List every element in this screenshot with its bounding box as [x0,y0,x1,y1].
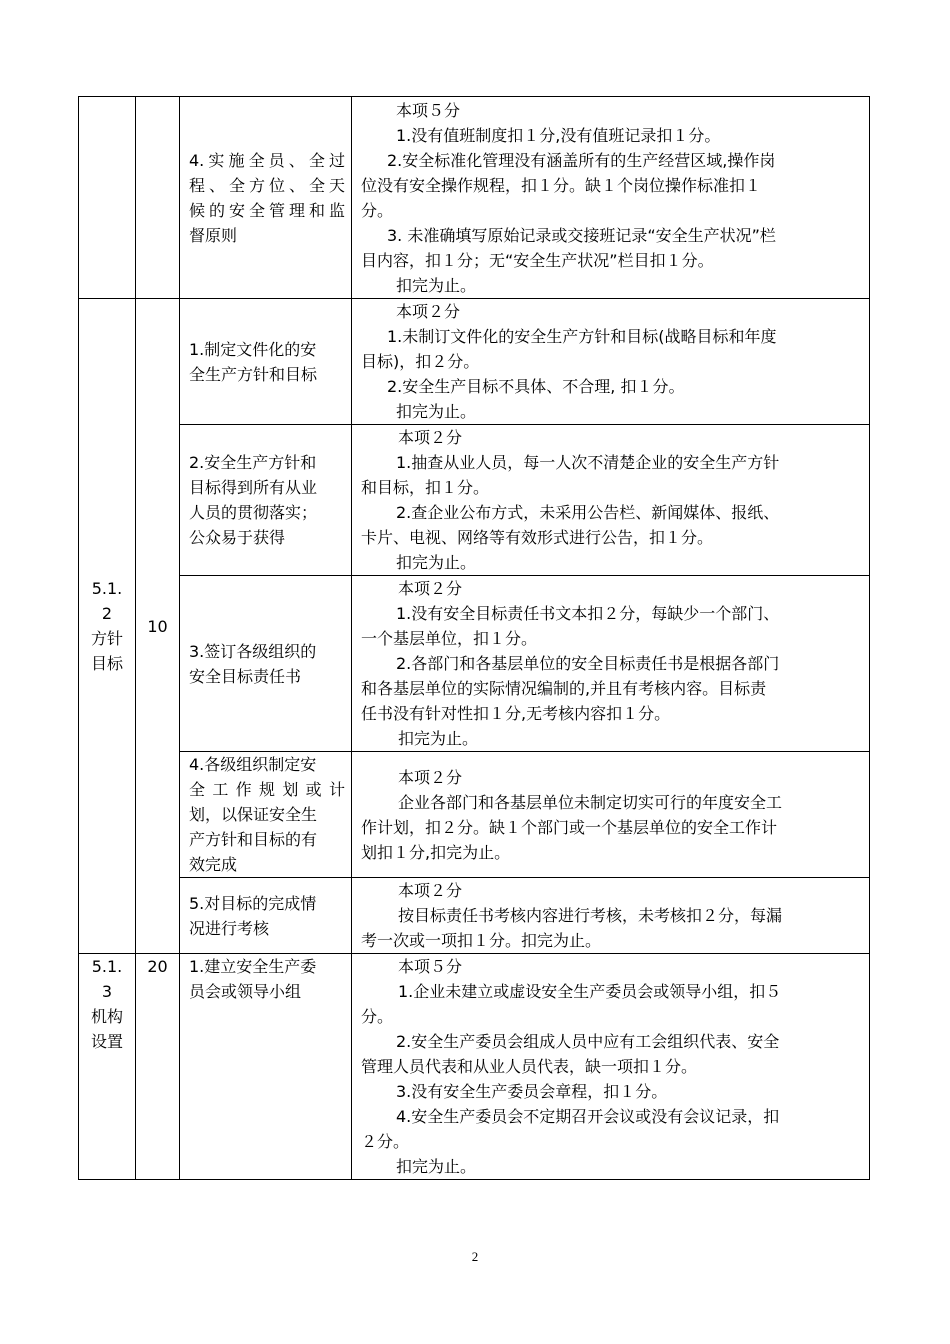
item-line: 目标得到所有从业 [189,478,318,497]
criteria-line: 本项２分 [398,579,463,598]
score-cell [136,97,180,299]
criteria-line: 1.没有安全目标责任书文本扣２分，每缺少一个部门、 [396,604,780,623]
item-line: 4.各级组织制定安 [189,755,317,774]
criteria-line: 2.查企业公布方式，未采用公告栏、新闻媒体、报纸、 [396,503,780,522]
section-line: 5.1. [91,957,123,976]
criteria-line: 1.没有值班制度扣１分,没有值班记录扣１分。 [396,125,721,145]
section-line: 目标 [90,654,123,673]
table-row [79,299,870,425]
criteria-line: 3. 未准确填写原始记录或交接班记录“安全生产状况”栏 [387,225,776,245]
criteria-line: 任书没有针对性扣１分,无考核内容扣１分。 [361,704,671,723]
page-number: 2 [471,1249,479,1264]
table-row [79,97,870,299]
scoring-table [78,96,870,1180]
item-line: 2.安全生产方针和 [189,453,317,472]
table-row [79,425,870,576]
criteria-line: 划扣１分,扣完为止。 [361,842,511,862]
table-row [79,954,870,1180]
item-line: 人员的贯彻落实； [189,503,318,522]
criteria-line: 4.安全生产委员会不定期召开会议或没有会议记录，扣 [396,1107,780,1126]
criteria-line: 2.各部门和各基层单位的安全目标责任书是根据各部门 [396,654,780,673]
criteria-line: 2.安全生产目标不具体、不合理, 扣１分。 [387,377,685,396]
criteria-line: 本项２分 [398,767,463,787]
section-cell [79,299,136,954]
criteria-line: 本项２分 [396,302,461,321]
item-line: 产方针和目标的有 [189,830,318,849]
item-cell [180,299,352,425]
criteria-line: 扣完为止。 [396,402,477,421]
criteria-line: 本项５分 [396,100,461,120]
criteria-cell [352,576,870,752]
item-cell [180,576,352,752]
criteria-line: 扣完为止。 [398,729,479,748]
item-line: 3.签订各级组织的 [189,641,317,661]
criteria-line: 管理人员代表和从业人员代表，缺一项扣１分。 [361,1057,698,1076]
item-line: 候的安全管理和监 [189,200,345,220]
criteria-line: ２分。 [361,1132,410,1151]
criteria-line: 和各基层单位的实际情况编制的,并且有考核内容。目标责 [361,679,767,698]
criteria-line: 本项５分 [398,957,463,976]
section-line: 机构 [90,1007,123,1026]
section-line: 设置 [90,1032,123,1051]
item-line: 全生产方针和目标 [189,364,318,384]
criteria-line: 作计划，扣２分。缺１个部门或一个基层单位的安全工作计 [361,817,778,837]
item-line: 划，以保证安全生 [189,805,318,824]
criteria-line: 2.安全生产委员会组成人员中应有工会组织代表、安全 [396,1032,780,1051]
criteria-cell [352,97,870,299]
criteria-line: 位没有安全操作规程，扣１分。缺１个岗位操作标准扣１ [361,175,762,195]
item-line: 全工作规划或计 [189,780,345,799]
criteria-line: 一个基层单位，扣１分。 [361,629,538,648]
section-line: 方针 [90,629,123,648]
criteria-line: 考一次或一项扣１分。扣完为止。 [361,931,602,950]
criteria-line: 2.安全标准化管理没有涵盖所有的生产经营区域,操作岗 [387,150,776,170]
item-line: 1.制定文件化的安 [189,339,317,359]
item-cell [180,878,352,954]
criteria-line: 企业各部门和各基层单位未制定切实可行的年度安全工 [398,792,783,812]
item-line: 督原则 [189,225,238,245]
table-row [79,576,870,752]
score-cell: 10 [136,299,180,954]
criteria-line: 按目标责任书考核内容进行考核，未考核扣２分，每漏 [398,906,783,925]
criteria-line: 1.未制订文件化的安全生产方针和目标(战略目标和年度 [387,327,777,346]
item-line: 公众易于获得 [189,528,286,547]
criteria-line: 分。 [361,200,394,220]
section-cell [79,97,136,299]
section-cell [79,954,136,1180]
item-line: 程、全方位、全天 [189,175,345,195]
section-line: 3 [101,982,113,1001]
item-line: 5.对目标的完成情 [189,893,317,913]
criteria-line: 目内容，扣１分；无“安全生产状况”栏目扣１分。 [361,250,714,270]
criteria-line: 3.没有安全生产委员会章程，扣１分。 [396,1082,668,1101]
criteria-line: 本项２分 [398,881,463,900]
item-line: 员会或领导小组 [189,982,302,1001]
section-line: 2 [101,604,113,623]
criteria-cell [352,878,870,954]
criteria-line: 目标)，扣２分。 [361,352,480,371]
criteria-line: 扣完为止。 [396,553,477,572]
criteria-line: 和目标，扣１分。 [361,478,490,497]
table-row [79,878,870,954]
criteria-line: 扣完为止。 [396,275,477,295]
criteria-cell [352,299,870,425]
table-row [79,752,870,878]
section-line: 5.1. [91,579,123,598]
criteria-cell [352,954,870,1180]
criteria-line: 扣完为止。 [396,1157,477,1176]
criteria-cell [352,425,870,576]
item-line: 1.建立安全生产委 [189,957,317,976]
item-cell [180,752,352,878]
item-cell [180,97,352,299]
criteria-line: 1.企业未建立或虚设安全生产委员会或领导小组，扣５ [398,982,782,1001]
item-line: 安全目标责任书 [189,666,302,686]
item-line: 况进行考核 [189,918,270,938]
item-line: 效完成 [189,855,238,874]
criteria-line: 卡片、电视、网络等有效形式进行公告，扣１分。 [361,528,714,547]
criteria-line: 本项２分 [398,428,463,447]
item-line: 4.实施全员、全过 [189,150,345,170]
criteria-line: 分。 [361,1007,394,1026]
criteria-line: 1.抽查从业人员，每一人次不清楚企业的安全生产方针 [396,453,780,472]
item-cell [180,954,352,1180]
item-cell [180,425,352,576]
criteria-cell [352,752,870,878]
score-cell: 20 [136,954,180,1180]
